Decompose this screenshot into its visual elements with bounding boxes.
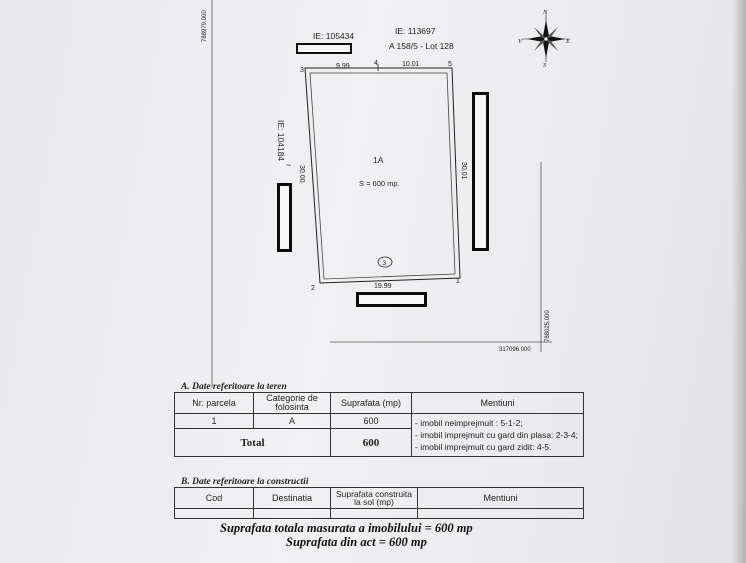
mentiuni-line: - imobil imprejmuit cu gard zidit: 4-5.	[415, 442, 552, 452]
compass-v: V	[518, 38, 522, 45]
dim-left: 30.00	[298, 165, 305, 183]
section-b-title: B. Date referitoare la constructii	[181, 477, 309, 487]
parcel-label: 1A	[373, 155, 384, 165]
point-3-label: 3	[300, 67, 304, 74]
cell-nr: 1	[175, 414, 254, 429]
cell-mentiuni	[412, 414, 584, 457]
col-header-suprafata: Suprafata (mp)	[331, 393, 412, 414]
neighbor-left-extra: ~	[286, 160, 292, 170]
mentiuni-line: - imobil neimprejmuit : 5-1-2;	[415, 418, 523, 428]
neighbor-top-left: IE: 105434	[313, 31, 355, 41]
section-a-title: A. Date referitoare la teren	[181, 382, 287, 392]
empty-cell	[418, 509, 584, 519]
summary-act-area: Suprafata din act = 600 mp	[286, 535, 427, 549]
neighbor-top-right: IE: 113697	[395, 26, 436, 36]
neighbor-left: IE: 104184	[276, 120, 286, 162]
parcel-inner-boundary	[310, 73, 455, 279]
col-header-destinatia: Destinatia	[254, 488, 331, 509]
dim-top-a: 9.99	[336, 63, 350, 70]
parcel-boundary	[305, 68, 460, 283]
neighbor-top-lot: A 158/5 - Lot 128	[389, 41, 454, 51]
coord-bottom-label: 317096.000	[499, 347, 531, 353]
col-header-mentiuni-b: Mentiuni	[418, 488, 584, 509]
point-4-label: 4	[374, 60, 378, 67]
fence-marker-label: 3	[382, 260, 387, 267]
col-header-nr: Nr. parcela	[175, 393, 254, 414]
col-header-suprafata-construita: Suprafata construita la sol (mp)	[331, 488, 418, 509]
empty-cell	[331, 509, 418, 519]
total-label: Total	[175, 429, 331, 457]
parcel-area: S = 600 mp.	[359, 179, 400, 188]
cell-suprafata: 600	[331, 414, 412, 429]
dim-bottom: 19.99	[374, 283, 392, 290]
col-header-categorie: Categorie de folosinta	[254, 393, 331, 414]
compass-rose-icon	[522, 14, 570, 62]
compass-s: S	[543, 62, 547, 69]
cell-categorie: A	[254, 414, 331, 429]
mentiuni-line: - imobil imprejmuit cu gard din plasa: 2-3-4;	[415, 430, 578, 440]
total-value: 600	[331, 429, 412, 457]
compass-n: N	[543, 9, 548, 16]
land-data-table	[174, 392, 584, 457]
coord-left-label: 788979.000	[202, 10, 208, 42]
point-1-label: 1	[456, 278, 460, 285]
dim-right: 30.01	[460, 162, 467, 180]
dim-top-b: 10.01	[402, 61, 420, 68]
compass-e: E	[566, 38, 570, 45]
empty-cell	[254, 509, 331, 519]
point-2-label: 2	[311, 285, 315, 292]
summary-total-measured: Suprafata totala masurata a imobilului = 600 mp	[220, 521, 473, 535]
coord-right-label: 788025.000	[545, 310, 551, 342]
point-5-label: 5	[448, 61, 452, 68]
construction-data-table	[174, 487, 584, 519]
empty-cell	[175, 509, 254, 519]
col-header-mentiuni: Mentiuni	[412, 393, 584, 414]
col-header-cod: Cod	[175, 488, 254, 509]
